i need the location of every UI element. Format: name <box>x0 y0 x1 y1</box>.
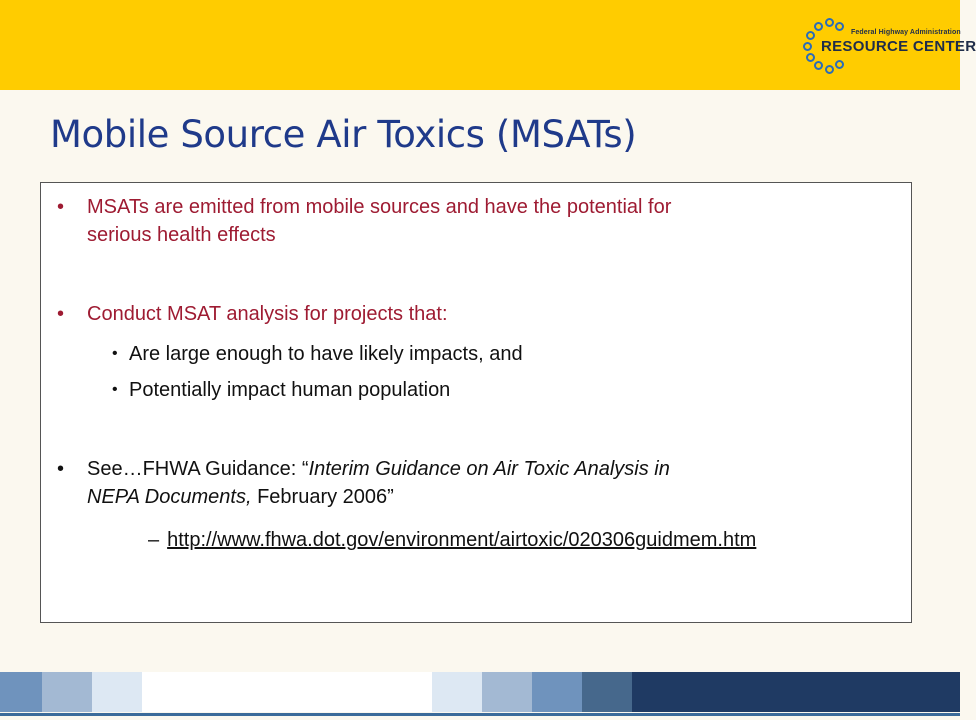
strip-block <box>42 672 92 712</box>
strip-block <box>632 672 960 712</box>
guidance-title-line1: Interim Guidance on Air Toxic Analysis in <box>308 458 670 480</box>
bullet-icon: • <box>112 345 118 362</box>
bullet-fhwa-guidance <box>57 455 670 511</box>
decorative-color-strip <box>0 672 960 712</box>
fhwa-resource-center-logo <box>803 18 976 72</box>
guidance-link[interactable]: http://www.fhwa.dot.gov/environment/airtoxic/020306guidmem.htm <box>167 529 757 551</box>
subbullet-large-enough <box>112 340 523 368</box>
strip-block <box>532 672 582 712</box>
guidance-prefix: See…FHWA Guidance: “ <box>87 458 309 480</box>
strip-block <box>482 672 532 712</box>
content-box <box>40 182 912 623</box>
dash-marker: – <box>148 529 160 551</box>
guidance-title-line2: NEPA Documents, <box>87 486 252 508</box>
footer-rule <box>0 713 960 716</box>
bullet-icon: • <box>112 381 118 398</box>
subbullet-text: Potentially impact human population <box>129 379 451 401</box>
bullet-conduct-analysis <box>57 300 448 328</box>
strip-block <box>0 672 42 712</box>
bullet-text: Conduct MSAT analysis for projects that: <box>87 303 448 325</box>
strip-block <box>432 672 482 712</box>
logo-agency-text: Federal Highway Administration <box>851 29 961 36</box>
subbullet-text: Are large enough to have likely impacts, and <box>129 343 523 365</box>
strip-block <box>582 672 632 712</box>
bullet-msats-emitted <box>57 193 672 249</box>
strip-block <box>92 672 142 712</box>
slide-title: Mobile Source Air Toxics (MSATs) <box>50 113 637 156</box>
bullet-text-line: serious health effects <box>87 224 276 246</box>
guidance-link-line <box>148 529 756 552</box>
logo-resource-center-text: RESOURCE CENTER <box>821 38 976 55</box>
bullet-icon: • <box>57 303 65 325</box>
bullet-text-line: MSATs are emitted from mobile sources and have the potential for <box>87 196 672 218</box>
guidance-date: February 2006” <box>251 486 394 508</box>
bullet-icon: • <box>57 196 65 218</box>
bullet-icon: • <box>57 458 65 480</box>
strip-block <box>142 672 432 712</box>
subbullet-human-population <box>112 376 451 404</box>
